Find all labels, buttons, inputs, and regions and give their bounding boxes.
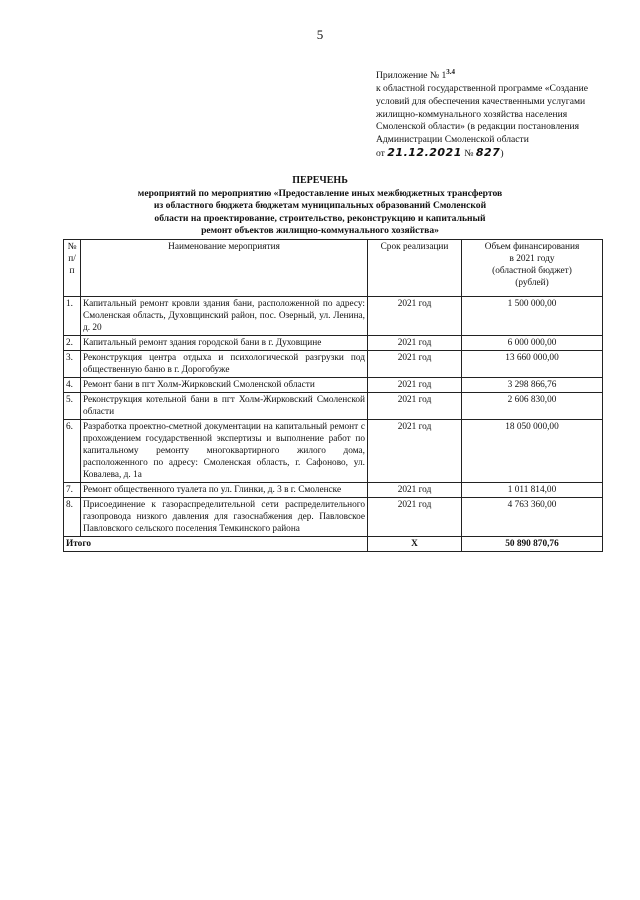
row-num: 1.: [64, 297, 81, 336]
row-name: Капитальный ремонт кровли здания бани, расположенной по адресу: Смоленская область, Духовщинский район, пос. Озерный, ул. Ленина, д. 20: [81, 297, 368, 336]
table-row: [64, 483, 603, 498]
header-num: № п/п: [64, 240, 81, 297]
handwritten-number: 827: [475, 145, 501, 159]
row-num: 8.: [64, 498, 81, 537]
appendix-line: к областной государственной программе «Создание: [376, 82, 589, 94]
handwritten-date: 21.12.2021: [387, 145, 462, 159]
row-name: Разработка проектно-сметной документации на капитальный ремонт с прохождением государственной экспертизы и выполнение работ по капитальному ремонту многоквартирного жилого дома, расположенного по адресу: Смоленская область, г. Сафоново, ул. Ковалева, д. 1а: [81, 420, 368, 483]
title-line: мероприятий по мероприятию «Предоставление иных межбюджетных трансфертов: [137, 187, 503, 199]
date-prefix: от: [376, 147, 385, 159]
total-sum: 50 890 870,76: [462, 537, 603, 552]
appendix-line: Смоленской области» (в редакции постановления: [376, 121, 580, 133]
row-num: 5.: [64, 393, 81, 420]
row-sum: 6 000 000,00: [462, 336, 603, 351]
row-sum: 4 763 360,00: [462, 498, 603, 537]
row-term: 2021 год: [368, 378, 462, 393]
total-term: Х: [368, 537, 462, 552]
row-name: Реконструкция котельной бани в пгт Холм-Жирковский Смоленской области: [81, 393, 368, 420]
appendix-date-line: от 21.12.2021 № 827): [376, 145, 504, 159]
row-sum: 1 011 814,00: [462, 483, 603, 498]
title-line: из областного бюджета бюджетам муниципальных образований Смоленской: [153, 200, 487, 212]
table-row: [64, 297, 603, 336]
row-sum: 2 606 830,00: [462, 393, 603, 420]
row-term: 2021 год: [368, 483, 462, 498]
row-name: Присоединение к газораспределительной сети распределительного газопровода низкого давления для газоснабжения дер. Павловское Павловского сельского поселения Темкинского района: [81, 498, 368, 537]
table-row: [64, 393, 603, 420]
appendix-title: [376, 66, 598, 83]
title-main: ПЕРЕЧЕНЬ: [292, 175, 348, 186]
table-row: [64, 378, 603, 393]
row-num: 7.: [64, 483, 81, 498]
row-term: 2021 год: [368, 297, 462, 336]
row-term: 2021 год: [368, 351, 462, 378]
header-sum-line: (областной бюджет): [492, 266, 572, 276]
total-label: Итого: [64, 537, 368, 552]
row-name: Ремонт бани в пгт Холм-Жирковский Смоленской области: [81, 378, 368, 393]
row-num: 6.: [64, 420, 81, 483]
row-sum: 18 050 000,00: [462, 420, 603, 483]
appendix-title-superscript: 3.4: [446, 68, 455, 76]
table-header-row: [64, 240, 603, 297]
table-row: [64, 498, 603, 537]
header-term: Срок реализации: [368, 240, 462, 297]
header-sum-line: (рублей): [515, 278, 549, 288]
appendix-line: жилищно-коммунального хозяйства населения: [376, 108, 568, 120]
page-number: 5: [316, 27, 324, 42]
table-row: [64, 351, 603, 378]
table-row: [64, 336, 603, 351]
row-num: 2.: [64, 336, 81, 351]
appendix-title-text: Приложение № 1: [376, 70, 447, 82]
appendix-line: условий для обеспечения качественными услугами: [376, 95, 586, 107]
row-num: 3.: [64, 351, 81, 378]
title-line: ремонт объектов жилищно-коммунального хозяйства»: [201, 225, 439, 237]
document-title: [100, 175, 540, 238]
number-prefix: №: [464, 147, 474, 159]
row-term: 2021 год: [368, 393, 462, 420]
title-line: области на проектирование, строительство, реконструкцию и капитальный: [154, 212, 486, 224]
row-num: 4.: [64, 378, 81, 393]
row-term: 2021 год: [368, 420, 462, 483]
header-name: Наименование мероприятия: [81, 240, 368, 297]
appendix-note: [376, 66, 598, 161]
appendix-line: Администрации Смоленской области: [376, 134, 529, 146]
header-sum: [462, 240, 603, 297]
header-sum-line: в 2021 году: [509, 254, 555, 264]
table-row: [64, 420, 603, 483]
row-sum: 13 660 000,00: [462, 351, 603, 378]
row-term: 2021 год: [368, 498, 462, 537]
row-name: Реконструкция центра отдыха и психологической разгрузки под общественную баню в г. Дорогобуже: [81, 351, 368, 378]
row-sum: 1 500 000,00: [462, 297, 603, 336]
row-name: Капитальный ремонт здания городской бани в г. Духовщине: [81, 336, 368, 351]
events-table: [63, 239, 603, 552]
row-name: Ремонт общественного туалета по ул. Глинки, д. 3 в г. Смоленске: [81, 483, 368, 498]
total-row: [64, 537, 603, 552]
header-sum-line: Объем финансирования: [484, 242, 580, 252]
row-term: 2021 год: [368, 336, 462, 351]
row-sum: 3 298 866,76: [462, 378, 603, 393]
